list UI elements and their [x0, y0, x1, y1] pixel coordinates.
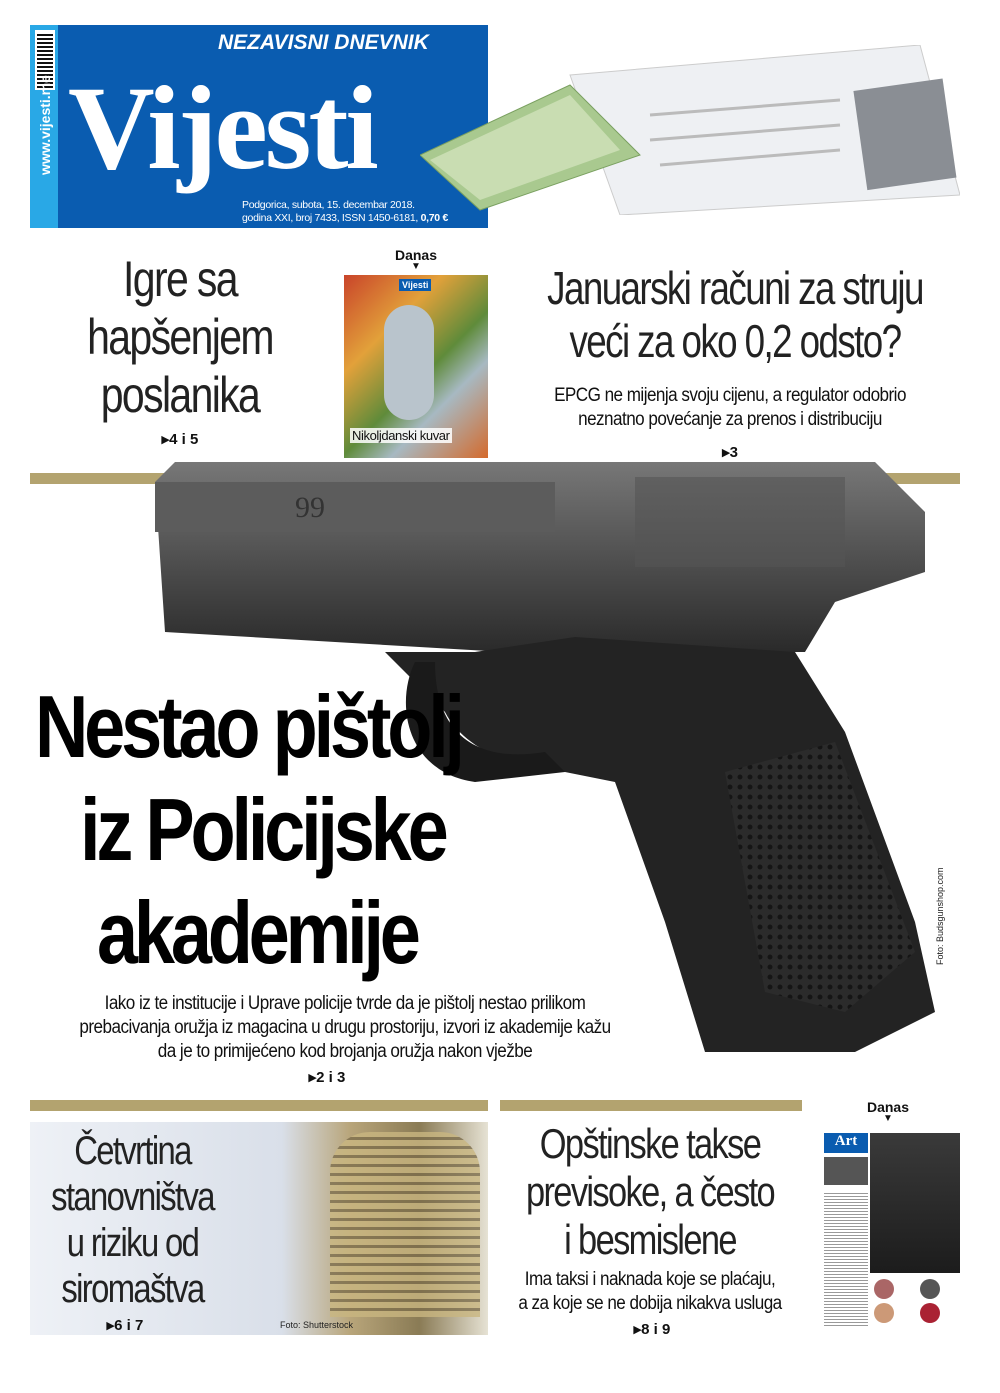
dateline	[242, 199, 448, 225]
tagline: NEZAVISNI DNEVNIK	[218, 31, 429, 54]
headline-line: u riziku od	[66, 1221, 199, 1265]
lead-headline-line2[interactable]: iz Policijske	[80, 780, 445, 879]
story3-headline[interactable]	[24, 1128, 241, 1312]
deck-line: neznatno povećanje za prenos i distribuciju	[578, 409, 882, 430]
supplement1-caption: Nikoljdanski kuvar	[352, 428, 450, 443]
thumb	[920, 1303, 940, 1323]
lead-photo-credit: Foto: Budsgunshop.com	[935, 867, 945, 965]
deck-line: da je to primijećeno kod brojanja oružja nakon vježbe	[157, 1041, 533, 1062]
story2-deck	[505, 384, 955, 432]
supplement2-cover[interactable]	[824, 1133, 960, 1328]
headline-line: Igre sa	[123, 251, 237, 307]
story2-headline[interactable]	[531, 262, 939, 368]
masthead-strip	[30, 25, 58, 228]
headline-line: Januarski računi za struju	[547, 262, 923, 314]
thumb	[874, 1303, 894, 1323]
electricity-bill-photo	[420, 45, 960, 215]
story4-headline[interactable]	[511, 1120, 790, 1264]
deck-line: a za koje se ne dobija nikakva usluga	[518, 1293, 782, 1314]
supplement1-label: Danas ▼	[366, 247, 466, 271]
headline-line: hapšenjem	[87, 309, 273, 365]
headline-line: siromaštva	[61, 1267, 204, 1311]
story4-page-ref[interactable]: ▸ 8 i 9	[602, 1320, 702, 1338]
deck-line: prebacivanja oružja iz magacina u drugu prostoriju, izvori iz akademije kažu	[79, 1017, 611, 1038]
gold-divider	[500, 1100, 802, 1111]
logo: Vijesti	[68, 61, 376, 194]
lead-headline-line3[interactable]: akademije	[97, 883, 417, 982]
headline-line: Četvrtina	[74, 1129, 191, 1173]
lead-deck	[53, 992, 638, 1064]
lead-page-ref[interactable]: ▸ 2 i 3	[277, 1068, 377, 1086]
issue-info: godina XXI, broj 7433, ISSN 1450-6181,	[242, 212, 418, 224]
story1-page-ref[interactable]: ▸ 4 i 5	[130, 430, 230, 448]
gold-divider	[30, 1100, 488, 1111]
thumb	[920, 1279, 940, 1299]
headline-line: poslanika	[100, 367, 260, 423]
story3-page-ref[interactable]: ▸ 6 i 7	[75, 1316, 175, 1334]
article-text	[824, 1191, 868, 1326]
website-url: www.vijesti.me	[37, 75, 53, 175]
story4-deck	[497, 1268, 803, 1316]
headline-line: i besmislene	[564, 1216, 736, 1263]
price: 0,70 €	[420, 212, 449, 224]
story2-page-ref[interactable]: ▸ 3	[680, 443, 780, 461]
coin-stack	[330, 1132, 480, 1317]
supplement2-title: Art	[824, 1133, 868, 1153]
story1-headline[interactable]	[73, 250, 286, 424]
headline-line: veći za oko 0,2 odsto?	[569, 315, 901, 367]
supplement1-cover[interactable]	[344, 275, 488, 458]
headline-line: Opštinske takse	[539, 1120, 761, 1167]
headline-line: previsoke, a često	[525, 1168, 775, 1215]
lead-headline-line1[interactable]: Nestao pištolj	[35, 677, 461, 776]
portrait-photo	[870, 1133, 960, 1273]
thumb	[874, 1279, 894, 1299]
mini-logo: Vijesti	[399, 279, 431, 291]
deck-line: EPCG ne mijenja svoju cijenu, a regulator odobrio	[554, 385, 906, 406]
headline-line: stanovništva	[51, 1175, 214, 1219]
fish-image	[384, 305, 434, 420]
deck-line: Ima taksi i naknada koje se plaćaju,	[524, 1269, 776, 1290]
deck-line: Iako iz te institucije i Uprave policije tvrde da je pištolj nestao prilikom	[104, 993, 586, 1014]
author-photo	[824, 1157, 868, 1185]
gun-marking: 99	[295, 491, 325, 524]
date: Podgorica, subota, 15. decembar 2018.	[242, 199, 415, 211]
supplement2-label: Danas ▼	[838, 1099, 938, 1123]
story3-photo-credit: Foto: Shutterstock	[280, 1320, 354, 1330]
